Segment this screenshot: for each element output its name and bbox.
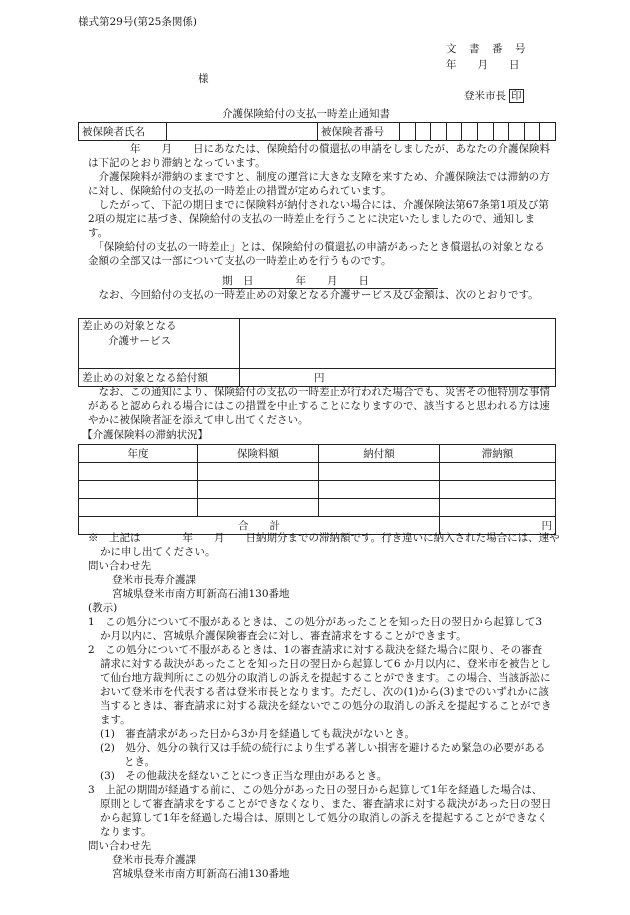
insured-number-digit[interactable] [493,123,509,141]
contact-department: 登米市長寿介護課 [112,854,196,866]
body-paragraph: したがって、下記の期日までに保険料が納付されない場合には、介護保険法第67条第1項及び第2項の規定に基づき、保険給付の支払の一時差止を行うことに決定いたしましたので、通知します。 [88,199,549,239]
service-value[interactable] [240,319,556,369]
arrears-header-paid: 納付額 [319,445,440,463]
insured-number-digit[interactable] [540,123,556,141]
addressee-suffix: 様 [198,73,209,85]
instruction-sub-item: (2) 処分、処分の執行又は手続の続行により生ずる著しい損害を避けるため緊急の必要があるとき。 [100,742,546,768]
seal-mark: 印 [511,90,522,102]
body-paragraph: 介護保険料が滞納のままですと、制度の運営に大きな支障を来すため、介護保険法では滞納の方に対し、保険給付の支払の一時差止の措置が定められています。 [88,171,550,197]
deadline: 期 日 年 月 日 [222,274,438,289]
amount-unit: 円 [314,371,325,384]
instruction-item: 1 この処分について不服があるときは、この処分があったことを知った日の翌日から起算して3か月以内に、宮城県介護保険審査会に対し、審査請求をすることができます。 [88,616,543,642]
amount-value[interactable] [240,369,556,387]
contact-label: 問い合わせ先 [88,560,151,572]
notice-disaster: なお、この通知により、保険給付の支払の一時差止が行われた場合でも、災害その他特別な事情があると認められる場合にはこの措置を中止することになりますので、該当すると思われる方は速やかに被保険者証を添えて申し出てください。 [88,386,550,426]
arrears-table [78,444,556,535]
form-number: 様式第29号(第25条関係) [78,16,197,28]
insured-number-digit[interactable] [477,123,493,141]
insured-number-digit[interactable] [400,123,416,141]
arrears-header-overdue: 滞納額 [440,445,556,463]
issuer [464,89,524,103]
instruction-item: 2 この処分について不服があるときは、1の審査請求に対する裁決を経た場合に限り、その審査請求に対する裁決があったことを知った日の翌日から起算して6 か月以内に、登米市を被告として仙台地方裁判所にこの処分の取消しの訴えを提起することができます。この場合、当該訴訟において登米市を代表する者は登米市長となります。ただし、次の(1)から(3)までのいずれかに該当するときは、審査請求に対する裁決を経ないでこの処分の取消しの訴えを提起することができます。 [88,644,552,726]
arrears-total-label: 合 計 [79,517,440,535]
insured-number-label: 被保険者番号 [318,123,400,141]
instruction-sub-item: (3) その他裁決を経ないことにつき正当な理由があるとき。 [100,770,388,782]
document-number-label: 文 書 番 号 [446,43,527,55]
contact-address: 宮城県登米市南方町新高石浦130番地 [112,868,290,880]
instruction-item: 3 上記の期間が経過する前に、この処分があった日の翌日から起算して1年を経過した場合は、原則として審査請求をすることができなくなり、また、審査請求に対する裁決があった日の翌日から起算して1年を経過した場合は、原則として処分の取消しの訴えを提起することができなくなります。 [88,784,552,838]
contact-department: 登米市長寿介護課 [112,574,196,586]
suspension-table [78,318,556,387]
arrears-header-premium: 保険料額 [198,445,319,463]
arrears-total-unit: 円 [541,519,552,532]
insured-number-digit[interactable] [446,123,462,141]
table-row [79,463,556,481]
arrears-heading: 【介護保険料の滞納状況】 [82,429,208,441]
contact-label: 問い合わせ先 [88,840,151,852]
document-date: 年 月 日 [446,59,520,71]
insured-number-digit[interactable] [524,123,540,141]
instruction-list [88,615,552,881]
insured-name-field[interactable] [167,123,318,141]
insured-number-digit[interactable] [415,123,431,141]
notice-intro: なお、今回給付の支払の一時差止めの対象となる介護サービス及び金額は、次のとおりです。 [88,289,539,301]
insured-number-digit[interactable] [431,123,447,141]
instruction-sub-item: (1) 審査請求があった日から3か月を経過しても裁決がないとき。 [100,728,416,740]
body-paragraph: 年 月 日にあなたは、保険給付の償還払の申請をしましたが、あなたの介護保険料は下記のとおり滞納となっています。 [88,143,550,169]
insured-number-digit[interactable] [509,123,525,141]
issuer-name: 登米市長 [464,90,506,102]
insured-name-label: 被保険者氏名 [79,123,167,141]
document-title: 介護保険給付の支払一時差止通知書 [222,108,390,120]
body-paragraph: 「保険給付の支払の一時差止」とは、保険給付の償還払の申請があったとき償還払の対象となる金額の全部又は一部について支払の一時差止めを行うものです。 [88,241,545,267]
insured-number-digit[interactable] [462,123,478,141]
insured-info-table [78,122,556,141]
table-row [79,499,556,517]
instruction-heading: (教示) [88,602,118,614]
service-label-cell [79,319,240,369]
service-label-line2: 介護サービス [108,335,171,347]
table-row [79,481,556,499]
service-label-line1: 差止めの対象となる [82,320,177,332]
amount-label: 差止めの対象となる給付額 [79,369,240,387]
contact-address: 宮城県登米市南方町新高石浦130番地 [112,588,290,600]
arrears-header-year: 年度 [79,445,198,463]
footnote: ※ 上記は 年 月 日納期分までの滞納額です。行き違いに納入された場合には、速やかに申し出てください。 [88,532,560,558]
